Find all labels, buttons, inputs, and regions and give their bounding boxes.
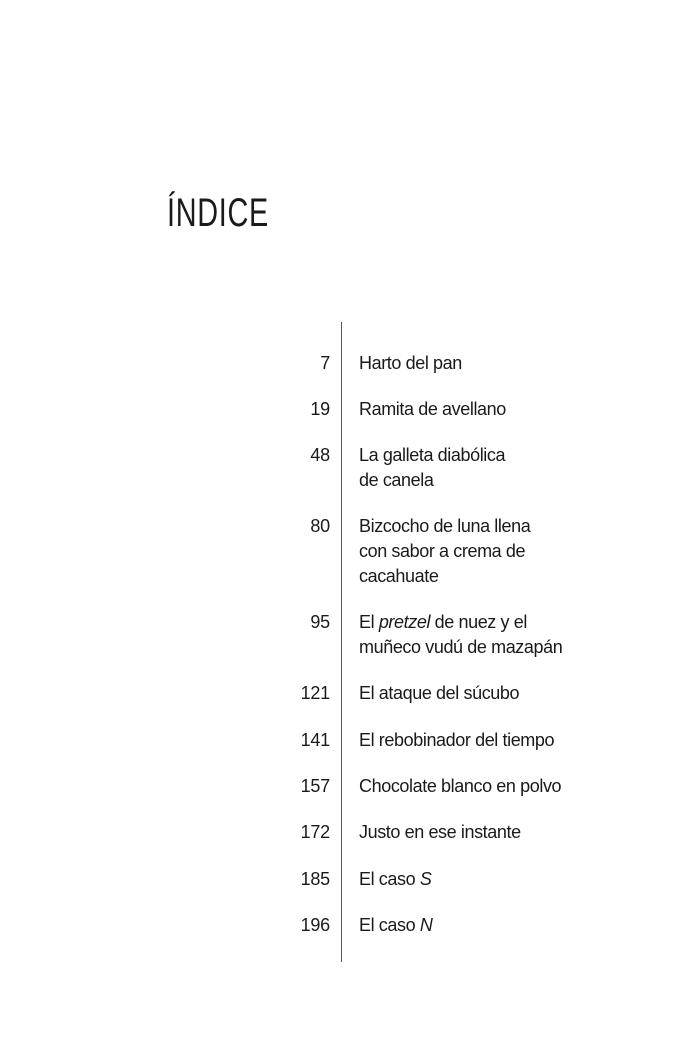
toc-title-line: [359, 397, 659, 422]
toc-chapter-title: [359, 514, 659, 589]
toc-title-line: [359, 610, 659, 635]
toc-title-line: [359, 468, 659, 493]
toc-page-number: 141: [300, 730, 330, 750]
toc-title-italic-text: S: [419, 869, 432, 889]
toc-title-line: [359, 564, 659, 589]
toc-chapter-title: [359, 774, 659, 799]
toc-title-line: [359, 681, 659, 706]
toc-title-line: [359, 913, 659, 938]
toc-title-line: [359, 635, 659, 660]
toc-chapter-title: [359, 443, 659, 493]
page-title: ÍNDICE: [167, 191, 269, 235]
toc-page-number: 172: [300, 822, 330, 842]
toc-page-number: 19: [310, 399, 330, 419]
toc-title-text: muñeco vudú de mazapán: [359, 637, 563, 657]
toc-title-line: [359, 514, 659, 539]
toc-title-text: El caso: [359, 915, 420, 935]
toc-title-text: Justo en ese instante: [359, 822, 521, 842]
toc-title-text: Harto del pan: [359, 353, 462, 373]
toc-title-text: de nuez y el: [430, 612, 527, 632]
toc-title-italic-text: pretzel: [378, 612, 431, 632]
toc-title-text: de canela: [359, 470, 434, 490]
toc-chapter-title: [359, 351, 659, 376]
toc-page-number: 48: [310, 445, 330, 465]
toc-title-italic-text: N: [419, 915, 433, 935]
toc-title-text: Ramita de avellano: [359, 399, 506, 419]
toc-chapter-title: [359, 820, 659, 845]
toc-title-line: [359, 539, 659, 564]
toc-page-number: 185: [300, 869, 330, 889]
toc-page-number: 196: [300, 915, 330, 935]
toc-title-text: Chocolate blanco en polvo: [359, 776, 562, 796]
toc-chapter-title: [359, 913, 659, 938]
toc-chapter-title: [359, 728, 659, 753]
toc-title-text: El caso: [359, 869, 420, 889]
toc-title-line: [359, 820, 659, 845]
toc-title-line: [359, 867, 659, 892]
toc-title-text: Bizcocho de luna llena: [359, 516, 531, 536]
toc-page-number: 95: [310, 612, 330, 632]
toc-chapter-title: [359, 397, 659, 422]
toc-page-number: 157: [300, 776, 330, 796]
toc-title-line: [359, 351, 659, 376]
toc-title-text: El ataque del súcubo: [359, 683, 520, 703]
toc-title-text: La galleta diabólica: [359, 445, 506, 465]
toc-title-text: El rebobinador del tiempo: [359, 730, 555, 750]
toc-title-text: El: [359, 612, 379, 632]
toc-title-line: [359, 443, 659, 468]
toc-title-text: cacahuate: [359, 566, 439, 586]
toc-title-line: [359, 774, 659, 799]
toc-page-number: 80: [310, 516, 330, 536]
toc-title-line: [359, 728, 659, 753]
toc-chapter-title: [359, 867, 659, 892]
toc-page-number: 121: [300, 683, 330, 703]
toc-title-text: con sabor a crema de: [359, 541, 526, 561]
toc-page-number: 7: [320, 353, 330, 373]
toc-chapter-title: [359, 610, 659, 660]
toc-chapter-title: [359, 681, 659, 706]
